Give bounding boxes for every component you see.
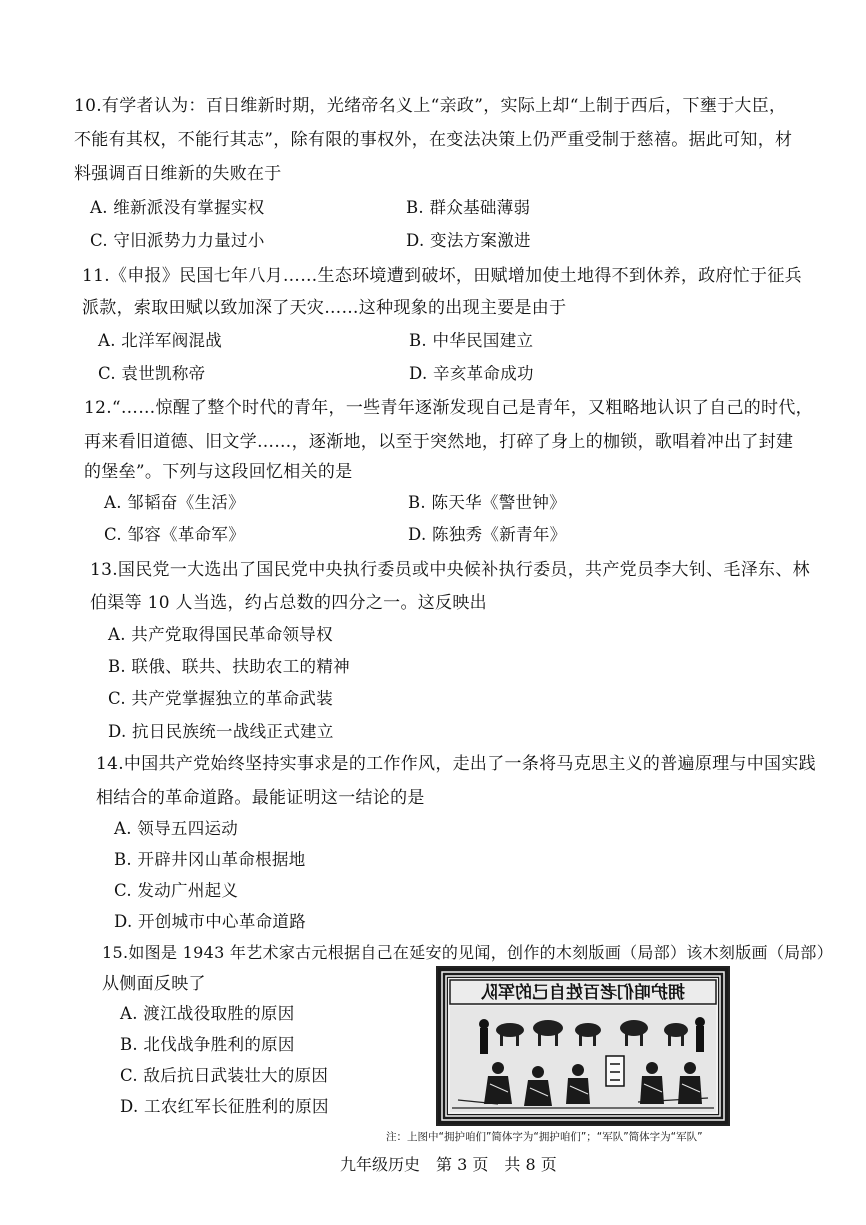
q15-option-a[interactable]: A. 渡江战役取胜的原因: [120, 1004, 295, 1023]
q15-stem-line-2: 从侧面反映了: [102, 974, 206, 994]
page-footer: 九年级历史 第 3 页 共 8 页: [340, 1155, 557, 1174]
q11-stem-line-2: 派款，索取田赋以致加深了天灾……这种现象的出现主要是由于: [82, 298, 567, 318]
q14-option-d[interactable]: D. 开创城市中心革命道路: [114, 912, 307, 931]
q12-option-c[interactable]: C. 邹容《革命军》: [104, 525, 246, 544]
q10-option-a[interactable]: A. 维新派没有掌握实权: [90, 198, 265, 217]
q15-option-d[interactable]: D. 工农红军长征胜利的原因: [120, 1097, 329, 1116]
woodcut-illustration: [438, 968, 728, 1124]
q12-option-b[interactable]: B. 陈天华《警世钟》: [408, 493, 566, 512]
q10-option-d[interactable]: D. 变法方案激进: [406, 231, 531, 250]
q10-stem-line-2: 不能有其权，不能行其志”，除有限的事权外，在变法决策上仍严重受制于慈禧。据此可知，材: [74, 130, 793, 150]
q10-stem-line-1: 10.有学者认为：百日维新时期，光绪帝名义上“亲政”，实际上却“上制于西后，下壅于大臣，: [74, 96, 787, 116]
q11-option-b[interactable]: B. 中华民国建立: [409, 331, 534, 350]
q13-stem-line-1: 13.国民党一大选出了国民党中央执行委员或中央候补执行委员，共产党员李大钊、毛泽东、林: [90, 560, 810, 580]
q14-option-c[interactable]: C. 发动广州起义: [114, 881, 239, 900]
q13-option-d[interactable]: D. 抗日民族统一战线正式建立: [108, 722, 334, 741]
q12-stem-line-3: 的堡垒”。下列与这段回忆相关的是: [84, 462, 353, 482]
q10-option-b[interactable]: B. 群众基础薄弱: [406, 198, 531, 217]
q14-stem-line-2: 相结合的革命道路。最能证明这一结论的是: [96, 788, 425, 808]
q15-option-c[interactable]: C. 敌后抗日武装壮大的原因: [120, 1066, 329, 1085]
q15-option-b[interactable]: B. 北伐战争胜利的原因: [120, 1035, 295, 1054]
q11-stem-line-1: 11.《申报》民国七年八月……生态环境遭到破坏，田赋增加使土地得不到休养，政府忙于征兵: [82, 266, 802, 286]
q14-option-b[interactable]: B. 开辟井冈山革命根据地: [114, 850, 306, 869]
q12-stem-line-2: 再来看旧道德、旧文学……，逐渐地，以至于突然地，打碎了身上的枷锁，歌唱着冲出了封建: [84, 432, 794, 452]
q11-option-c[interactable]: C. 袁世凯称帝: [98, 364, 206, 383]
q10-option-c[interactable]: C. 守旧派势力力量过小: [90, 231, 265, 250]
q12-option-a[interactable]: A. 邹韬奋《生活》: [104, 493, 245, 512]
woodcut-print-image: [436, 966, 730, 1126]
q13-stem-line-2: 伯渠等 10 人当选，约占总数的四分之一。这反映出: [90, 593, 487, 613]
q13-option-a[interactable]: A. 共产党取得国民革命领导权: [108, 625, 333, 644]
q13-option-b[interactable]: B. 联俄、联共、扶助农工的精神: [108, 657, 350, 676]
q11-option-a[interactable]: A. 北洋军阀混战: [98, 331, 223, 350]
q12-stem-line-1: 12.“……惊醒了整个时代的青年，一些青年逐渐发现自己是青年，又粗略地认识了自己的时代，: [84, 398, 813, 418]
q10-stem-line-3: 料强调百日维新的失败在于: [74, 164, 282, 184]
figure-note: 注：上图中“拥护咱们”简体字为“拥护咱们”；“军队”简体字为“军队”: [386, 1131, 703, 1143]
q11-option-d[interactable]: D. 辛亥革命成功: [409, 364, 534, 383]
q13-option-c[interactable]: C. 共产党掌握独立的革命武装: [108, 689, 334, 708]
q15-stem-line-1: 15.如图是 1943 年艺术家古元根据自己在延安的见闻，创作的木刻版画（局部）该木刻版画（局部）: [102, 943, 834, 962]
q14-stem-line-1: 14.中国共产党始终坚持实事求是的工作作风，走出了一条将马克思主义的普遍原理与中国实践: [96, 754, 816, 774]
woodcut-banner-text: 拥护咱们老百姓自己的军队: [481, 983, 685, 1003]
q14-option-a[interactable]: A. 领导五四运动: [114, 819, 239, 838]
q12-option-d[interactable]: D. 陈独秀《新青年》: [408, 525, 567, 544]
